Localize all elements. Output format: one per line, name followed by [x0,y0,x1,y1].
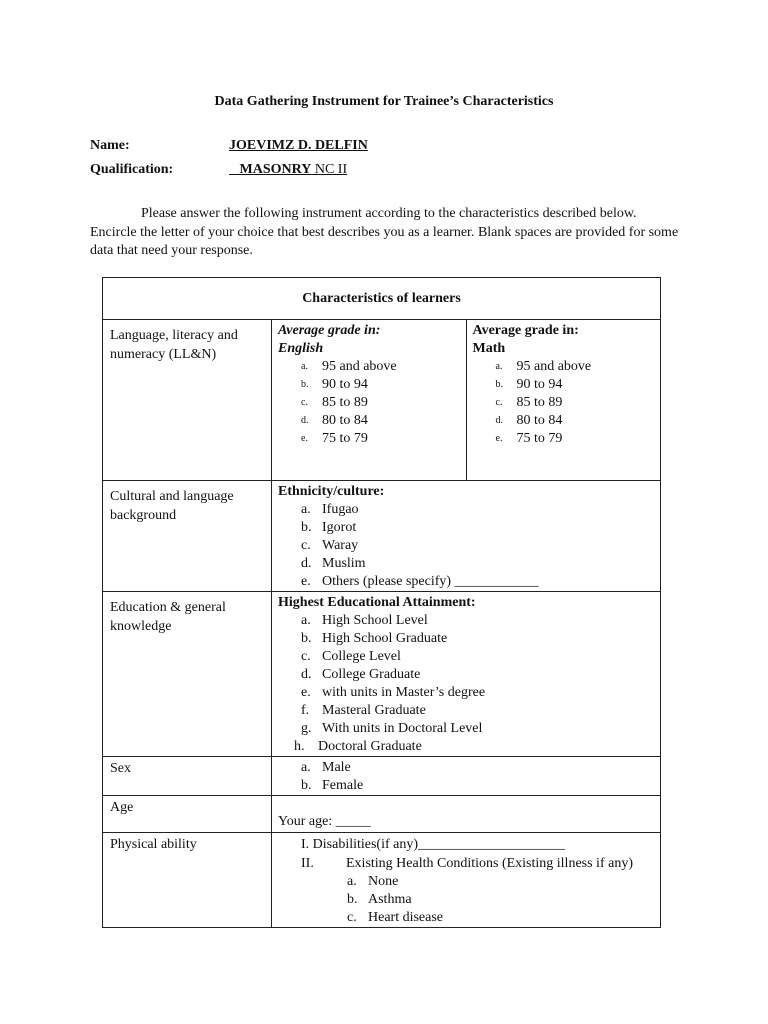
qualification-label: Qualification: [90,162,174,177]
culture-heading: Ethnicity/culture: [278,484,385,499]
list-item[interactable]: b. Female [301,778,364,793]
row-label: Age [103,796,272,833]
list-item[interactable]: d. Muslim [301,556,366,571]
list-item[interactable]: b. 90 to 94 [495,377,563,392]
list-item[interactable]: b. Asthma [347,892,412,907]
list-item[interactable]: c. 85 to 89 [495,395,563,410]
list-item[interactable]: b. High School Graduate [301,631,448,646]
list-item[interactable]: e. with units in Master’s degree [301,685,486,700]
math-subject: Math [472,341,506,356]
list-item[interactable]: e. Others (please specify) ____________ [301,574,539,589]
table-header: Characteristics of learners [103,278,661,320]
english-subject: English [278,341,324,356]
roman-numeral: II. [301,856,314,871]
qualification-main: MASONRY [239,162,312,177]
list-item[interactable]: a. 95 and above [495,359,592,374]
age-input[interactable]: Your age: _____ [278,814,371,829]
list-item[interactable]: c. 85 to 89 [301,395,368,410]
row-label: Language, literacy and numeracy (LL&N) [103,320,272,481]
list-item[interactable]: a. Ifugao [301,502,359,517]
list-item[interactable]: d. College Graduate [301,667,421,682]
characteristics-table [102,277,661,928]
table-row-physical [103,833,661,928]
table-row-age [103,796,661,833]
list-item[interactable]: b. 90 to 94 [301,377,368,392]
english-grade-column [272,320,466,480]
document-title: Data Gathering Instrument for Trainee’s Characteristics [214,94,554,109]
name-value: JOEVIMZ D. DELFIN [229,138,368,153]
row-label: Education & general knowledge [103,592,272,757]
qualification-value [229,162,347,178]
education-heading: Highest Educational Attainment: [278,595,476,610]
qualification-suffix: NC II [311,162,348,177]
row-label: Cultural and language background [103,481,272,592]
table-row-culture [103,481,661,592]
row-label: Physical ability [103,833,272,928]
list-item[interactable]: c. College Level [301,649,401,664]
math-heading: Average grade in: [472,323,579,338]
health-conditions-item [272,854,660,873]
list-item[interactable]: c. Heart disease [347,910,444,925]
list-item[interactable]: d. 80 to 84 [495,413,563,428]
list-item[interactable]: e. 75 to 79 [495,431,563,446]
list-item[interactable]: a. High School Level [301,613,428,628]
list-item[interactable]: f. Masteral Graduate [301,703,426,718]
table-row-sex [103,757,661,796]
disabilities-field[interactable]: I. Disabilities(if any)_____________________ [301,837,566,852]
instructions-paragraph: Please answer the following instrument according to the characteristics described below. Encircle the letter of your choice that best describes you as a learner. Blank spaces are provided for some data that need your response. [90,206,679,258]
table-row-education [103,592,661,757]
name-label: Name: [90,138,130,153]
list-item[interactable]: b. Igorot [301,520,357,535]
math-grade-column [466,320,661,480]
list-item[interactable]: c. Waray [301,538,359,553]
list-item[interactable]: g. With units in Doctoral Level [301,721,483,736]
list-item[interactable]: a. 95 and above [301,359,397,374]
list-item[interactable]: a. None [347,874,399,889]
table-row-llan [103,320,661,481]
health-conditions-text: Existing Health Conditions (Existing illness if any) [346,856,633,871]
list-item[interactable]: h. Doctoral Graduate [294,739,422,754]
english-heading: Average grade in: [278,323,381,338]
row-label: Sex [103,757,272,796]
list-item[interactable]: e. 75 to 79 [301,431,368,446]
list-item[interactable]: a. Male [301,760,351,775]
list-item[interactable]: d. 80 to 84 [301,413,368,428]
